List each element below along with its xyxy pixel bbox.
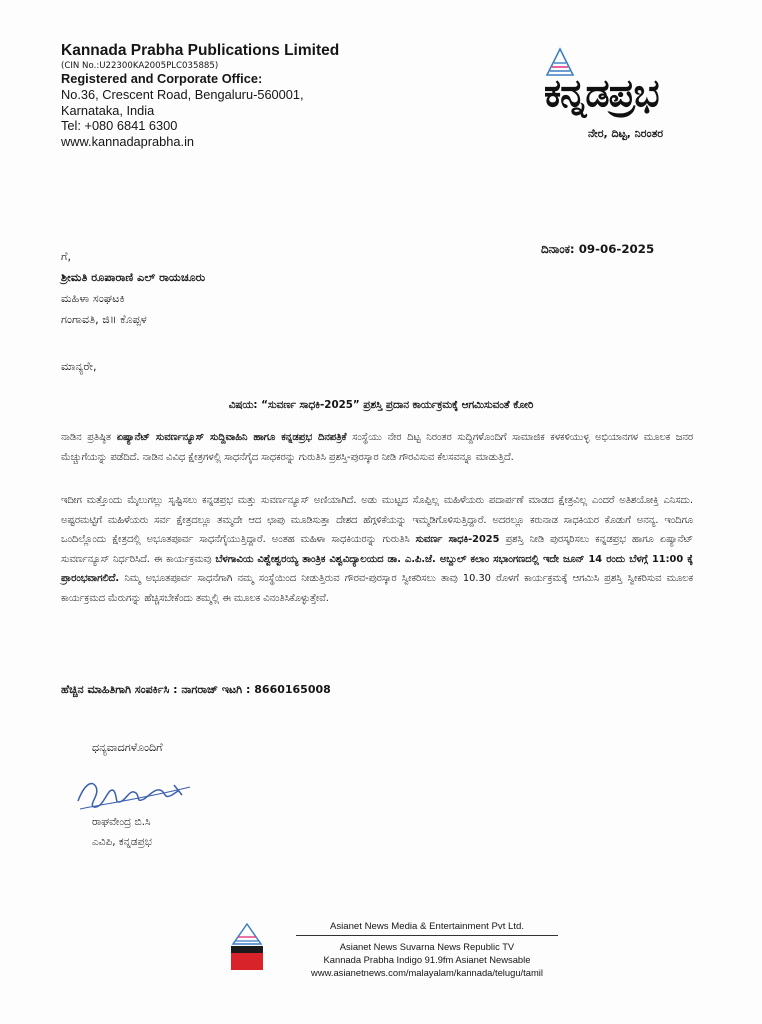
body-paragraph-2 xyxy=(61,491,693,608)
p1-text-b: ಏಷ್ಯಾನೆಟ್ ಸುವರ್ಣನ್ಯೂಸ್ ಸುದ್ದಿವಾಹಿನಿ ಹಾಗೂ ಕನ್ನಡಪ್ರಭ ದಿನಪತ್ರಿಕೆ xyxy=(116,432,347,443)
letter-subject: ವಿಷಯ: “ಸುವರ್ಣ ಸಾಧಕಿ-2025” ಪ್ರಶಸ್ತಿ ಪ್ರದಾನ ಕಾರ್ಯಕ್ರಮಕ್ಕೆ ಆಗಮಿಸುವಂತೆ ಕೋರಿ xyxy=(228,399,534,411)
footer-brands-1: Asianet News Suvarna News Republic TV xyxy=(339,941,515,952)
company-name: Kannada Prabha Publications Limited xyxy=(61,42,340,59)
company-cin: (CIN No.:U22300KA2005PLC035885) xyxy=(61,60,219,71)
letter-date: ದಿನಾಂಕ: 09-06-2025 xyxy=(541,242,655,256)
recipient-name: ಶ್ರೀಮತಿ ರೂಪಾರಾಣಿ ಎಲ್ ರಾಯಚೂರು xyxy=(61,271,206,284)
recipient-role: ಮಹಿಳಾ ಸಂಘಟಕಿ xyxy=(61,292,125,305)
contact-line: ಹೆಚ್ಚಿನ ಮಾಹಿತಿಗಾಗಿ ಸಂಪರ್ಕಿಸಿ : ನಾಗರಾಜ್ ಇಟಗಿ : 8660165008 xyxy=(61,683,331,696)
asianet-suvarna-news-logo-icon xyxy=(228,922,266,972)
closing-thanks: ಧನ್ಯವಾದಗಳೊಂದಿಗೆ xyxy=(92,741,163,754)
p1-text-a: ನಾಡಿನ ಪ್ರತಿಷ್ಠಿತ xyxy=(61,432,117,443)
company-header xyxy=(61,42,339,149)
address-line-1: No.36, Crescent Road, Bengaluru-560001, xyxy=(61,87,304,102)
recipient-place: ಗಂಗಾವತಿ, ಜಿ॥ ಕೊಪ್ಪಳ xyxy=(61,313,147,326)
logo-tagline: ನೇರ, ದಿಟ್ಟ, ನಿರಂತರ xyxy=(588,127,664,140)
greeting: ಮಾನ್ಯರೇ, xyxy=(61,360,97,373)
p2-text-a: ಇದೀಗ ಮತ್ತೊಂದು ಮೈಲುಗಲ್ಲು ಸೃಷ್ಟಿಸಲು ಕನ್ನಡಪ್ರಭ ಮತ್ತು ಸುವರ್ಣನ್ಯೂಸ್ ಅಣಿಯಾಗಿದೆ. ಅಡು ಮುಟ್ಟದ ಸೊಪ್ಪಿಲ್ಲ ಮಹಿಳೆಯರು ಪದಾರ್ಪಣೆ ಮಾಡದ ಕ್ಷೇತ್ರವಿಲ್ಲ ಎಂದರೆ ಅತಿಶಯೋಕ್ತಿ ಎನಿಸದು. ಅಷ್ಟರಮಟ್ಟಿಗೆ ಮಹಿಳೆಯರು ಸರ್ವ ಕ್ಷೇತ್ರದಲ್ಲೂ ತಮ್ಮದೇ ಆದ ಛಾಪು ಮೂಡಿಸುತ್ತಾ ದೇಶದ ಹೆಗ್ಗಳಿಕೆಯನ್ನು ಇಮ್ಮಡಿಗೊಳಿಸುತ್ತಿದ್ದಾರೆ. ಅದರಲ್ಲೂ ಕರುನಾಡ ಸಾಧಕಿಯರ ಕೊಡುಗೆ ಅನನ್ಯ. ಇಂದಿಗೂ ಒಂದಿಲ್ಲೊಂದು ಕ್ಷೇತ್ರದಲ್ಲಿ ಅಭೂತಪೂರ್ವ ಸಾಧನೆಗೈಯುತ್ತಿದ್ದಾರೆ. ಅಂತಹ ಮಹಿಳಾ ಸಾಧಕಿಯರನ್ನು ಗುರುತಿಸಿ xyxy=(61,495,693,545)
p2-text-b: ಸುವರ್ಣ ಸಾಧಕಿ-2025 xyxy=(415,534,500,545)
p2-text-e: ನಿಮ್ಮ ಅಭೂತಪೂರ್ವ ಸಾಧನೆಗಾಗಿ ನಮ್ಮ ಸಂಸ್ಥೆಯಿಂದ ನೀಡುತ್ತಿರುವ ಗೌರವ-ಪುರಸ್ಕಾರ ಸ್ವೀಕರಿಸಲು ತಾವು 10.30 ರೊಳಗೆ ಕಾರ್ಯಕ್ರಮಕ್ಕೆ ಆಗಮಿಸಿ ಪ್ರಶಸ್ತಿ ಸ್ವೀಕರಿಸುವ ಮೂಲಕ ಕಾರ್ಯಕ್ರಮದ ಮೆರುಗನ್ನು ಹೆಚ್ಚಿಸಬೇಕೆಂದು ತಮ್ಮಲ್ಲಿ ಈ ಮೂಲಕ ವಿನಂತಿಸಿಕೊಳ್ಳುತ್ತೇವೆ. xyxy=(61,573,693,604)
p2-text-d: ಬೆಳಗಾವಿಯ ವಿಶ್ವೇಶ್ವರಯ್ಯ ತಾಂತ್ರಿಕ ವಿಶ್ವವಿದ್ಯಾಲಯದ ಡಾ. ಎ.ಪಿ.ಜೆ. ಅಬ್ದುಲ್ ಕಲಾಂ ಸಭಾಂಗಣದಲ್ಲಿ ಇದೇ ಜೂನ್ 14 ರಂದು ಬೆಳಗ್ಗೆ 11:00 ಕ್ಕೆ ಪ್ರಾರಂಭವಾಗಲಿದೆ. xyxy=(61,553,693,584)
p2-text-c: ಪ್ರಶಸ್ತಿ ನೀಡಿ ಪುರಸ್ಕರಿಸಲು ಕನ್ನಡಪ್ರಭ ಹಾಗೂ ಏಷ್ಯಾನೆಟ್ ಸುವರ್ಣನ್ಯೂಸ್ ನಿರ್ಧರಿಸಿದೆ. ಈ ಕಾರ್ಯಕ್ರಮವು xyxy=(61,534,693,565)
recipient-to: ಗೆ, xyxy=(61,250,72,263)
logo-wordmark: ಕನ್ನಡಪ್ರಭ xyxy=(544,71,659,115)
footer-company: Asianet News Media & Entertainment Pvt Ltd. xyxy=(329,921,525,932)
address-line-2: Karnataka, India xyxy=(61,102,155,118)
recipient-block xyxy=(61,246,205,330)
signatory-role: ಎವಿಪಿ, ಕನ್ನಡಪ್ರಭ xyxy=(92,836,152,848)
footer xyxy=(296,920,558,979)
signature xyxy=(70,765,200,817)
telephone: Tel: +080 6841 6300 xyxy=(61,118,178,134)
p1-text-c: ಸಂಸ್ಥೆಯು ನೇರ ದಿಟ್ಟ ನಿರಂತರ ಸುದ್ದಿಗಳೊಂದಿಗೆ ಸಾಮಾಜಿಕ ಕಳಕಳಿಯುಳ್ಳ ಅಭಿಯಾನಗಳ ಮೂಲಕ ಜನರ ಮೆಚ್ಚುಗೆಯನ್ನು ಪಡೆದಿದೆ. ನಾಡಿನ ವಿವಿಧ ಕ್ಷೇತ್ರಗಳಲ್ಲಿ ಸಾಧನೆಗೈದ ಸಾಧಕರನ್ನು ಗುರುತಿಸಿ ಪ್ರಶಸ್ತಿ-ಪುರಸ್ಕಾರ ನೀಡಿ ಗೌರವಿಸುವ ಕೆಲಸವನ್ನೂ ಮಾಡುತ್ತಿದೆ. xyxy=(61,432,694,463)
footer-divider xyxy=(296,935,558,936)
footer-web[interactable]: www.asianetnews.com/malayalam/kannada/telugu/tamil xyxy=(311,967,543,978)
signatory-name: ರಾಘವೇಂದ್ರ ಬಿ.ಸಿ xyxy=(92,816,151,828)
footer-brands-2: Kannada Prabha Indigo 91.9fm Asianet Newsable xyxy=(323,954,531,965)
body-paragraph-1 xyxy=(61,428,693,467)
website-link[interactable]: www.kannadaprabha.in xyxy=(61,133,195,149)
office-heading: Registered and Corporate Office: xyxy=(61,71,263,87)
